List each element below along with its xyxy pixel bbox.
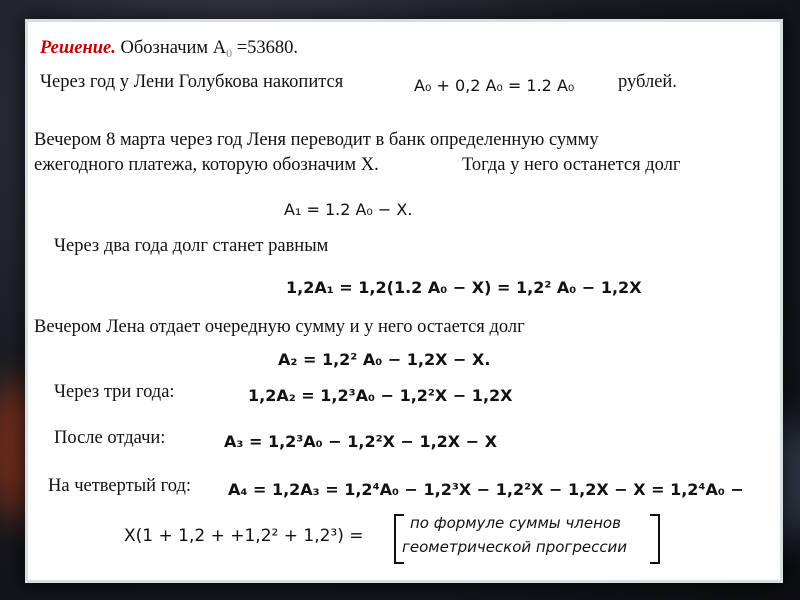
year1-formula: A₀ + 0,2 A₀ = 1.2 A₀ (414, 76, 575, 95)
solution-line (40, 38, 298, 61)
solution-value: =53680. (236, 38, 299, 58)
march-line1: Вечером 8 марта через год Леня переводит в банк определенную сумму (34, 130, 599, 150)
right-bracket (650, 514, 660, 564)
final-note-line1: по формуле суммы членов (410, 514, 621, 532)
slide (28, 22, 780, 580)
solution-intro: Обозначим А (120, 38, 227, 58)
year1-suffix: рублей. (618, 72, 677, 92)
year1-text: Через год у Лени Голубкова накопится (40, 72, 344, 92)
solution-subscript: 0 (226, 46, 233, 60)
solution-label: Решение. (40, 38, 116, 58)
after-formula: A₃ = 1,2³A₀ − 1,2²X − 1,2X − X (224, 432, 498, 451)
year3-text: Через три года: (54, 382, 175, 402)
year4-text: На четвертый год: (48, 476, 192, 496)
evening-formula: A₂ = 1,2² A₀ − 1,2X − X. (278, 350, 491, 369)
year2-formula: 1,2A₁ = 1,2(1.2 A₀ − X) = 1,2² A₀ − 1,2X (286, 278, 642, 297)
evening-text: Вечером Лена отдает очередную сумму и у него остается долг (34, 317, 525, 337)
march-line2-cont: Тогда у него останется долг (462, 155, 681, 175)
year3-formula: 1,2A₂ = 1,2³A₀ − 1,2²X − 1,2X (248, 386, 513, 405)
after-text: После отдачи: (54, 428, 166, 448)
final-note-line2: геометрической прогрессии (402, 538, 628, 556)
march-formula: A₁ = 1.2 A₀ − X. (284, 200, 413, 219)
final-formula: X(1 + 1,2 + +1,2² + 1,2³) = (124, 526, 364, 546)
march-line2: ежегодного платежа, которую обозначим Х. (34, 155, 379, 175)
year2-text: Через два года долг станет равным (54, 236, 329, 256)
year4-formula: A₄ = 1,2A₃ = 1,2⁴A₀ − 1,2³X − 1,2²X − 1,2X − X = 1,2⁴A₀ − (228, 480, 744, 499)
